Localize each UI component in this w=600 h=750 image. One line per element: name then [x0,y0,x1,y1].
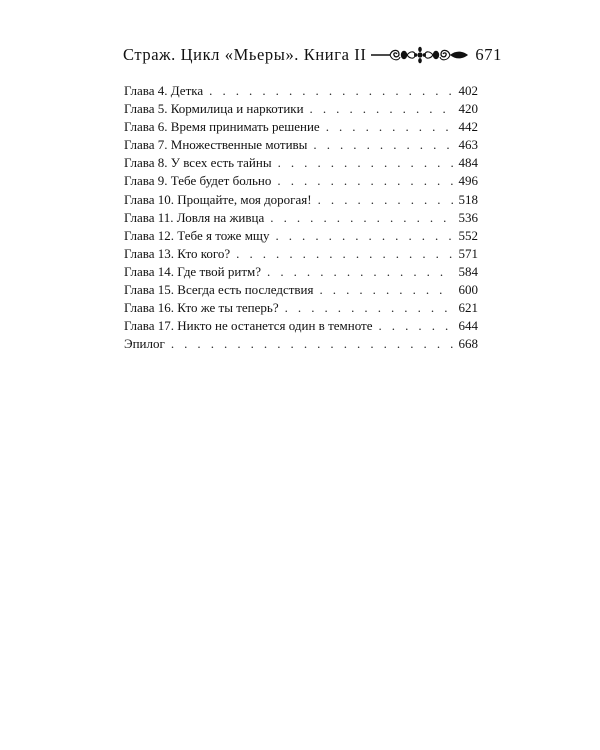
toc-dot-leader [267,263,452,281]
toc-entry-title: Глава 8. У всех есть тайны [124,155,272,171]
toc-entry-page: 584 [458,263,478,279]
toc-dot-leader [310,100,453,118]
page-number: 671 [475,45,502,64]
toc-dot-leader [285,299,453,317]
toc-entry [124,82,478,100]
toc-entry-page: 463 [458,137,478,153]
toc-entry [124,299,478,317]
toc-dot-leader [313,136,452,154]
book-title: Страж. Цикл «Мьеры». Книга II [123,45,367,64]
toc-entry-title: Глава 14. Где твой ритм? [124,263,262,279]
toc-entry-title: Глава 17. Никто не останется один в темноте [124,318,373,334]
toc-dot-leader [278,154,453,172]
toc-entry-title: Глава 10. Прощайте, моя дорогая! [124,191,312,207]
toc-entry-page: 402 [458,83,478,98]
toc-entry-page: 571 [458,245,478,261]
toc-entry-title: Глава 11. Ловля на живца [124,209,265,225]
toc-entry [124,154,478,172]
toc-dot-leader [270,209,452,227]
toc-dot-leader [171,335,453,353]
toc-entry-page: 536 [458,209,478,225]
toc-entry-title: Глава 5. Кормилица и наркотики [124,101,304,117]
toc-entry-title: Глава 6. Время принимать решение [124,119,320,135]
toc-entry [124,136,478,154]
toc-dot-leader [326,118,453,136]
toc-entry-page: 442 [458,119,478,135]
toc-entry [124,191,478,209]
toc-dot-leader [236,245,452,263]
toc-dot-leader [318,191,453,209]
table-of-contents [124,82,478,353]
toc-entry-page: 644 [458,318,478,334]
toc-entry-page: 518 [458,191,478,207]
toc-entry-page: 496 [458,173,478,189]
toc-dot-leader [277,172,452,190]
toc-dot-leader [275,227,452,245]
toc-entry [124,118,478,136]
toc-entry-page: 484 [458,155,478,171]
toc-entry-page: 621 [458,300,478,316]
toc-entry [124,100,478,118]
toc-entry [124,317,478,335]
toc-entry-title: Глава 12. Тебе я тоже мщу [124,227,270,243]
toc-entry-title: Глава 15. Всегда есть последствия [124,282,314,298]
toc-entry [124,281,478,299]
toc-entry-title: Глава 4. Детка [124,83,204,98]
toc-entry-page: 420 [458,101,478,117]
toc-dot-leader [319,281,452,299]
toc-dot-leader [209,82,452,100]
toc-entry [124,209,478,227]
toc-entry-page: 552 [458,227,478,243]
flourish-ornament-icon [370,46,470,64]
toc-entry [124,263,478,281]
toc-dot-leader [379,317,453,335]
toc-entry-page: 668 [458,336,478,352]
toc-entry-title: Эпилог [124,336,165,352]
toc-entry-title: Глава 7. Множественные мотивы [124,137,308,153]
toc-entry [124,335,478,353]
running-head [123,42,502,68]
toc-entry-title: Глава 9. Тебе будет больно [124,173,272,189]
toc-entry-title: Глава 16. Кто же ты теперь? [124,300,279,316]
toc-entry [124,245,478,263]
toc-entry-page: 600 [458,282,478,298]
toc-entry [124,227,478,245]
toc-entry [124,172,478,190]
toc-entry-title: Глава 13. Кто кого? [124,245,231,261]
